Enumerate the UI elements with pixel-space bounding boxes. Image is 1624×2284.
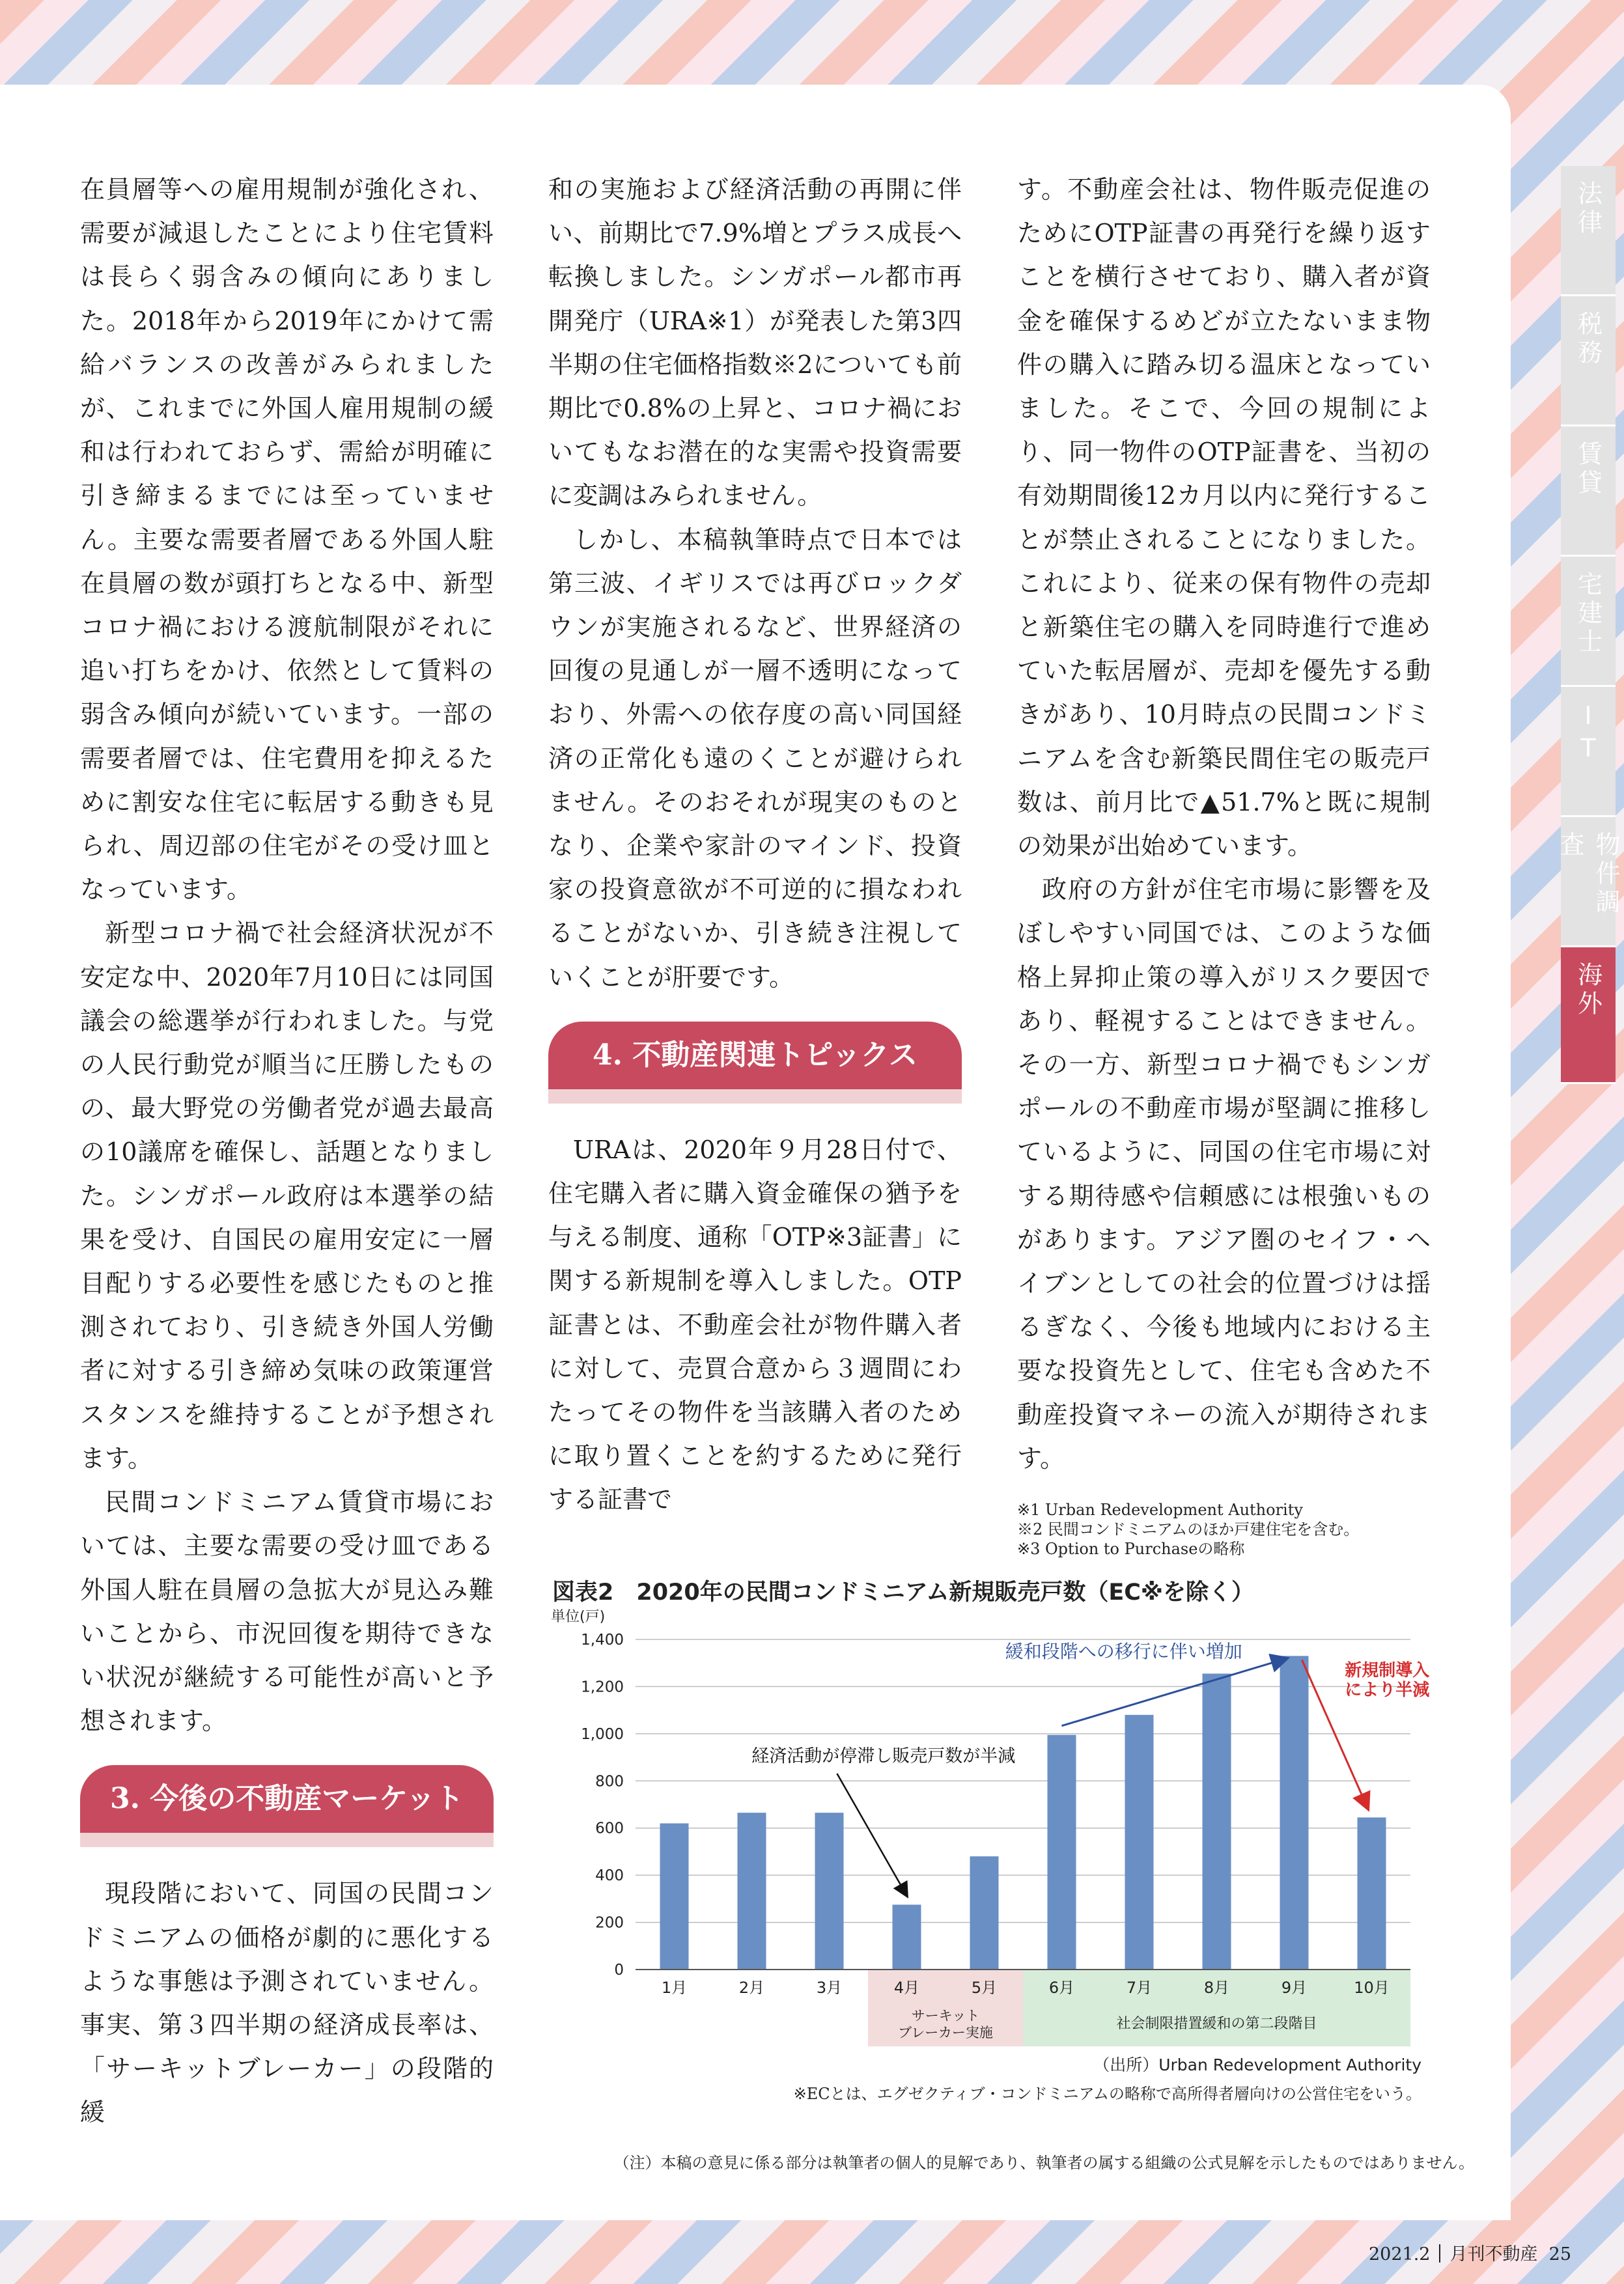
annotation-new-rule: 新規制導入 (1345, 1661, 1430, 1680)
tab-tax[interactable]: 税務 (1561, 296, 1616, 426)
footnote: ※3 Option to Purchaseの略称 (1017, 1540, 1245, 1559)
bar (970, 1856, 999, 1970)
tab-rental[interactable]: 賃貸 (1561, 426, 1616, 557)
bar (738, 1813, 766, 1970)
footnote: ※1 Urban Redevelopment Authority (1017, 1501, 1303, 1520)
y-tick-label: 1,000 (581, 1725, 624, 1743)
footer-separator (1439, 2244, 1440, 2263)
category-tabs (1556, 166, 1620, 1084)
increase-arrow (1062, 1658, 1287, 1725)
bar-chart (544, 1608, 1430, 2051)
annotation-increase: 緩和段階への移行に伴い増加 (1005, 1641, 1242, 1662)
x-tick-label: 5月 (971, 1979, 998, 1997)
x-tick-label: 7月 (1126, 1979, 1153, 1997)
x-tick-label: 8月 (1203, 1979, 1230, 1997)
y-tick-label: 1,400 (581, 1632, 624, 1649)
bar (660, 1823, 689, 1970)
section-heading-4 (548, 1022, 962, 1106)
paragraph: URAは、2020年９月28日付で、住宅購入者に購入資金確保の猶予を与える制度、通称「OTP※3証書」に関する新規制を導入しました。OTP証書とは、不動産会社が物件購入者に対して、売買合意から３週間にわたってその物件を当該購入者のために取り置くことを約するために発行する証書で (548, 1135, 962, 1514)
y-axis-unit: 単位(戸) (551, 1609, 606, 1625)
y-tick-label: 600 (595, 1820, 624, 1837)
phase-label: 社会制限措置緩和の第二段階目 (1116, 2016, 1317, 2032)
y-tick-label: 400 (595, 1867, 624, 1885)
x-tick-label: 6月 (1048, 1979, 1075, 1997)
bar (1203, 1674, 1231, 1970)
paragraph: 和の実施および経済活動の再開に伴い、前期比で7.9%増とプラス成長へ転換しました。シンガポール都市再開発庁（URA※1）が発表した第3四半期の住宅価格指数※2についても前期比で0.8%の上昇と、コロナ禍においてもなお潜在的な実需や投資需要に変調はみられません。 (548, 175, 962, 510)
paragraph: 現段階において、同国の民間コンドミニアムの価格が劇的に悪化するような事態は予測されていません。事実、第３四半期の経済成長率は、「サーキットブレーカー」の段階的緩 (80, 1879, 494, 2127)
tab-law[interactable]: 法律 (1561, 166, 1616, 296)
x-tick-label: 1月 (661, 1979, 688, 1997)
bar (1280, 1656, 1309, 1970)
column-2 (548, 168, 962, 1522)
footnotes (1017, 1500, 1431, 1559)
page-footer (1369, 2240, 1571, 2265)
paragraph: 新型コロナ禍で社会経済状況が不安定な中、2020年7月10日には同国議会の総選挙が行われました。与党の人民行動党が順当に圧勝したものの、最大野党の労働者党が過去最高の10議席を確保し、話題となりました。シンガポール政府は本選挙の結果を受け、自国民の雇用安定に一層目配りする必要性を感じたものと推測されており、引き続き外国人労働者に対する引き締め気味の政策運営スタンスを維持することが予想されます。 (80, 919, 494, 1473)
chart-title: 図表2 2020年の民間コンドミニアム新規販売戸数（EC※を除く） (552, 1580, 1254, 1606)
paragraph: 民間コンドミニアム賃貸市場においては、主要な需要の受け皿である外国人駐在員層の急拡大が見込み難いことから、市況回復を期待できない状況が継続する可能性が高いと予想されます。 (80, 1488, 494, 1736)
bar (815, 1813, 844, 1970)
x-tick-label: 2月 (738, 1979, 765, 1997)
x-tick-label: 9月 (1281, 1979, 1308, 1997)
chart-source: （出所）Urban Redevelopment Authority (1093, 2055, 1421, 2074)
paragraph: 政府の方針が住宅市場に影響を及ぼしやすい同国では、このような価格上昇抑止策の導入がリスク要因であり、軽視することはできません。その一方、新型コロナ禍でもシンガポールの不動産市場が堅調に推移しているように、同国の住宅市場に対する期待感や信頼感には根強いものがあります。アジア圏のセイフ・ヘイブンとしての社会的位置づけは揺るぎなく、今後も地域内における主要な投資先として、住宅も含めた不動産投資マネーの流入が期待されます。 (1017, 875, 1431, 1473)
phase-label: サーキット (911, 2008, 980, 2024)
page-number: 25 (1548, 2244, 1571, 2264)
paragraph: 在員層等への雇用規制が強化され、需要が減退したことにより住宅賃料は長らく弱含みの傾向にありました。2018年から2019年にかけて需給バランスの改善がみられましたが、これまでに外国人雇用規制の緩和は行われておらず、需給が明確に引き締まるまでには至っていません。主要な需要者層である外国人駐在員層の数が頭打ちとなる中、新型コロナ禍における渡航制限がそれに追い打ちをかけ、依然として賃料の弱含み傾向が続いています。一部の需要者層では、住宅費用を抑えるために割安な住宅に転居する動きも見られ、周辺部の住宅がその受け皿となっています。 (80, 175, 494, 904)
column-3 (1017, 168, 1431, 1559)
column-1 (80, 168, 494, 2135)
paragraph: す。不動産会社は、物件販売促進のためにOTP証書の再発行を繰り返すことを横行させており、購入者が資金を確保するめどが立たないまま物件の購入に踏み切る温床となっていました。そこで、今回の規制により、同一物件のOTP証書を、当初の有効期間後12カ月以内に発行することが禁止されることになりました。これにより、従来の保有物件の売却と新築住宅の購入を同時進行で進めていた転居層が、売却を優先する動きがあり、10月時点の民間コンドミニアムを含む新築民間住宅の販売戸数は、前月比で▲51.7%と既に規制の効果が出始めています。 (1017, 175, 1431, 861)
y-tick-label: 1,200 (581, 1678, 624, 1696)
bar (1125, 1715, 1154, 1970)
paragraph: しかし、本稿執筆時点で日本では第三波、イギリスでは再びロックダウンが実施されるなど、世界経済の回復の見通しが一層不透明になっており、外需への依存度の高い同国経済の正常化も遠のくことが避けられません。そのおそれが現実のものとなり、企業や家計のマインド、投資家の投資意欲が不可逆的に損なわれることがないか、引き続き注視していくことが肝要です。 (548, 525, 962, 992)
heading-underbar (80, 1833, 494, 1847)
tab-it[interactable]: IT (1561, 687, 1616, 817)
section-heading-3 (80, 1765, 494, 1850)
tab-licensed-agent[interactable]: 宅建士 (1561, 557, 1616, 687)
y-tick-label: 0 (614, 1962, 624, 1979)
tab-property-survey[interactable]: 物件調査 (1561, 817, 1616, 947)
annotation-halved: 経済活動が停滞し販売戸数が半減 (751, 1746, 1016, 1766)
x-tick-label: 10月 (1354, 1979, 1390, 1997)
section-heading-text: 3. 今後の不動産マーケット (80, 1765, 494, 1833)
section-heading-text: 4. 不動産関連トピックス (548, 1022, 962, 1089)
y-tick-label: 800 (595, 1773, 624, 1790)
x-tick-label: 4月 (893, 1979, 920, 1997)
heading-underbar (548, 1089, 962, 1104)
x-tick-label: 3月 (816, 1979, 843, 1997)
halved-arrow (837, 1774, 906, 1895)
y-tick-label: 200 (595, 1914, 624, 1932)
bar (1048, 1735, 1076, 1970)
magazine-name: 月刊不動産 (1449, 2244, 1538, 2264)
issue-date: 2021.2 (1368, 2244, 1431, 2264)
tab-overseas[interactable]: 海外 (1561, 947, 1616, 1084)
phase-label: ブレーカー実施 (898, 2025, 993, 2040)
chart-footnote: ※ECとは、エグゼクティブ・コンドミニアムの略称で高所得者層向けの公営住宅をいう。 (793, 2085, 1421, 2103)
annotation-new-rule: により半減 (1345, 1680, 1430, 1700)
bar (1358, 1817, 1386, 1970)
footnote: ※2 民間コンドミニアムのほか戸建住宅を含む。 (1017, 1520, 1360, 1539)
disclaimer-note: （注）本稿の意見に係る部分は執筆者の個人的見解であり、執筆者の属する組織の公式見解を示したものではありません。 (613, 2154, 1474, 2172)
bar (893, 1904, 921, 1970)
